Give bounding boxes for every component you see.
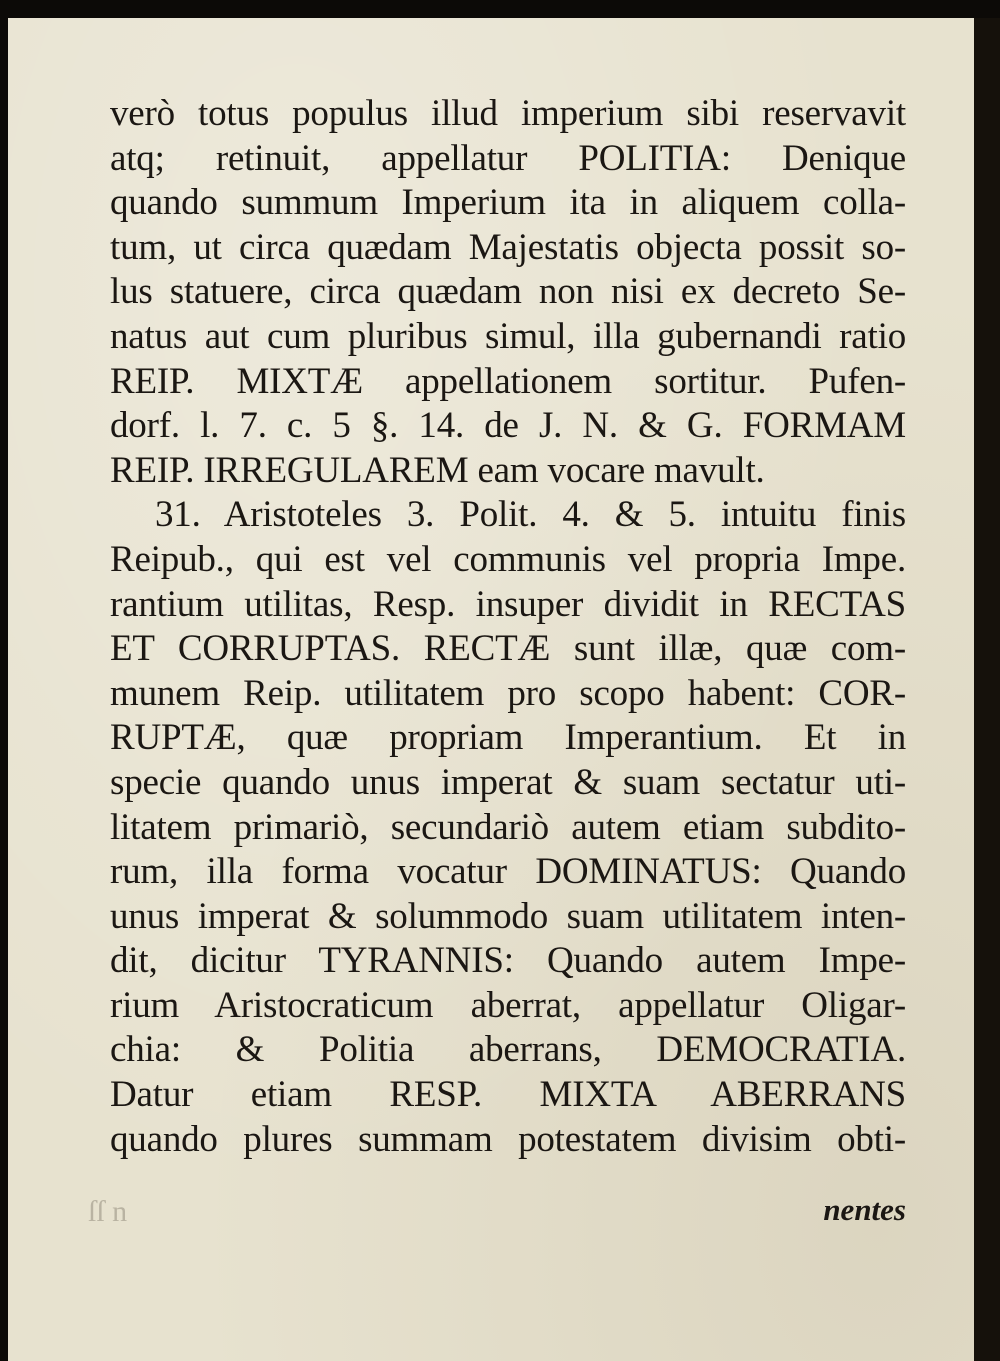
text-line: rantium utilitas, Resp. insuper dividit in RECTAS	[110, 583, 906, 625]
text-line: verò totus populus illud imperium sibi reservavit	[110, 93, 906, 134]
text-line: Datur etiam RESP. MIXTA ABERRANS	[110, 1074, 906, 1116]
text-line: RUPTÆ, quæ propriam Imperantium. Et in	[110, 717, 906, 759]
text-line: REIP. MIXTÆ appellationem sortitur. Pufen-	[110, 360, 906, 402]
bleed-through-mark: ſſ n	[88, 1195, 128, 1228]
text-line: natus aut cum pluribus simul, illa gubernandi ratio	[110, 315, 906, 357]
text-line: lus statuere, circa quædam non nisi ex decreto Se-	[110, 271, 906, 313]
text-line: REIP. IRREGULAREM eam vocare mavult.	[110, 449, 765, 491]
text-line: atq; retinuit, appellatur POLITIA: Denique	[110, 137, 906, 179]
text-line: ET CORRUPTAS. RECTÆ sunt illæ, quæ com-	[110, 628, 906, 670]
text-line: rum, illa forma vocatur DOMINATUS: Quando	[110, 851, 906, 893]
text-line: quando plures summam potestatem divisim obti-	[110, 1118, 906, 1160]
paragraph-start-line: 31. Aristoteles 3. Polit. 4. & 5. intuitu finis	[155, 494, 906, 536]
page-edge-shadow	[974, 18, 1000, 1361]
text-line: dit, dicitur TYRANNIS: Quando autem Impe-	[110, 940, 906, 982]
body-text	[110, 92, 906, 1162]
text-line: litatem primariò, secundariò autem etiam subdito-	[110, 806, 906, 848]
catchword: nentes	[823, 1192, 906, 1227]
text-line: tum, ut circa quædam Majestatis objecta possit so-	[110, 226, 906, 268]
text-line: quando summum Imperium ita in aliquem colla-	[110, 182, 906, 224]
text-line: specie quando unus imperat & suam sectatur uti-	[110, 761, 906, 803]
text-line: chia: & Politia aberrans, DEMOCRATIA.	[110, 1029, 906, 1071]
text-line: Reipub., qui est vel communis vel propria Impe.	[110, 538, 906, 580]
text-line: unus imperat & solummodo suam utilitatem inten-	[110, 895, 906, 937]
text-line: dorf. l. 7. c. 5 §. 14. de J. N. & G. FORMAM	[110, 405, 906, 447]
text-line: rium Aristocraticum aberrat, appellatur Oligar-	[110, 984, 906, 1026]
text-line: munem Reip. utilitatem pro scopo habent: COR-	[110, 672, 906, 714]
